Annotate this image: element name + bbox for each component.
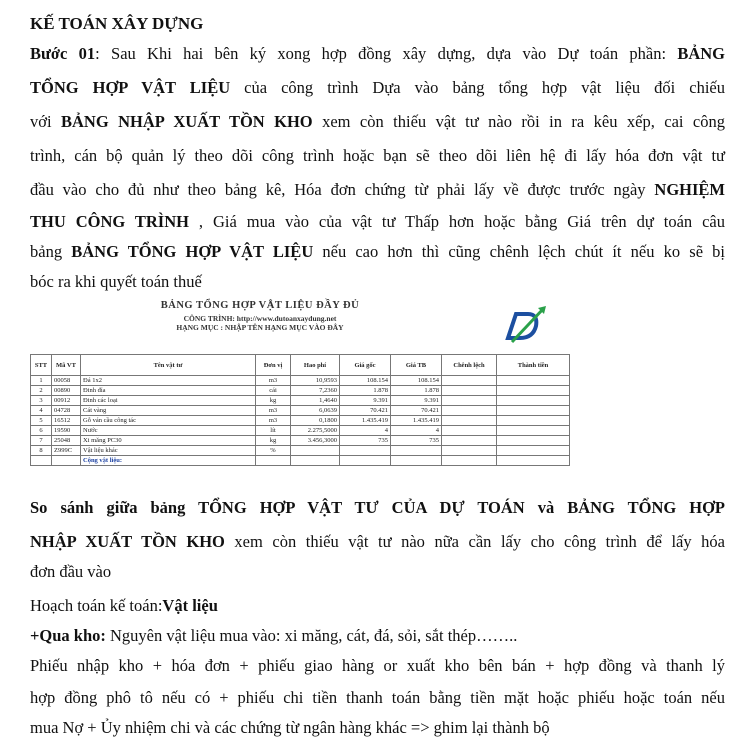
para2-line8: mua Nợ + Ủy nhiệm chi và các chứng từ ngân hàng khác => ghim lại thành bộ: [30, 718, 550, 737]
col-code: Mã VT: [52, 355, 81, 376]
table-cell: 19590: [52, 426, 81, 436]
total-label: Cộng vật liệu:: [81, 456, 256, 466]
figure-subtitle-category: HẠNG MỤC : NHẬP TÊN HẠNG MỤC VÀO ĐÂY: [176, 323, 344, 332]
table-cell: 00912: [52, 396, 81, 406]
para1-line6: THU CÔNG TRÌNH , Giá mua vào của vật tư Thấp hơn hoặc bằng Giá trên dự toán câu: [30, 212, 725, 231]
figure-subtitle-project: CÔNG TRÌNH: http://www.dutoanxaydung.net: [183, 314, 337, 323]
table-cell: [442, 446, 497, 456]
table-row: [31, 386, 570, 396]
table-cell: kg: [256, 396, 291, 406]
table-total-row: [31, 456, 570, 466]
table-cell: [52, 456, 81, 466]
table-cell: 6,0639: [291, 406, 340, 416]
para1-line5: đầu vào cho đủ như theo bảng kê, Hóa đơn chứng từ phải lấy về được trước ngày NGHIỆM: [30, 180, 725, 199]
table-cell: [291, 456, 340, 466]
table-row: [31, 426, 570, 436]
table-cell: 9.391: [391, 396, 442, 406]
para1-line3: với BẢNG NHẬP XUẤT TỒN KHO xem còn thiếu vật tư nào rồi in ra kêu xếp, cai công: [30, 112, 726, 131]
material-summary-figure: [30, 292, 570, 488]
para2-line3: đơn đầu vào: [30, 562, 112, 581]
table-cell: Z999C: [52, 446, 81, 456]
table-cell: [340, 446, 391, 456]
table-cell: Xi măng PC30: [81, 436, 256, 446]
para1-line4: trình, cán bộ quản lý theo dõi công trình hoặc bạn sẽ theo dõi liên hệ đi lấy hóa đơn vật tư: [30, 146, 725, 165]
col-stt: STT: [31, 355, 52, 376]
table-cell: 10,9593: [291, 376, 340, 386]
table-cell: [391, 446, 442, 456]
table-cell: 1,4640: [291, 396, 340, 406]
table-cell: 5: [31, 416, 52, 426]
table-cell: %: [256, 446, 291, 456]
para1-line1: Bước 01: Sau Khi hai bên ký xong hợp đồng xây dựng, dựa vào Dự toán phần: BẢNG: [30, 44, 725, 63]
table-cell: [442, 386, 497, 396]
table-cell: cái: [256, 386, 291, 396]
table-row: [31, 396, 570, 406]
col-avg-price: Giá TB: [391, 355, 442, 376]
table-cell: 735: [340, 436, 391, 446]
table-cell: 25048: [52, 436, 81, 446]
table-cell: 1.435.419: [340, 416, 391, 426]
table-cell: 00890: [52, 386, 81, 396]
col-difference: Chênh lệch: [442, 355, 497, 376]
table-cell: 04728: [52, 406, 81, 416]
table-cell: [497, 436, 570, 446]
table-cell: [497, 396, 570, 406]
para2-line1: So sánh giữa bảng TỔNG HỢP VẬT TƯ CỦA DỰ TOÁN và BẢNG TỔNG HỢP: [30, 498, 725, 517]
table-cell: 9.391: [340, 396, 391, 406]
table-row: [31, 406, 570, 416]
document-title: KẾ TOÁN XÂY DỰNG: [30, 14, 204, 33]
table-cell: 108.154: [340, 376, 391, 386]
table-cell: lít: [256, 426, 291, 436]
table-cell: 7: [31, 436, 52, 446]
table-cell: 1.435.419: [391, 416, 442, 426]
table-cell: [340, 456, 391, 466]
table-row: [31, 436, 570, 446]
table-cell: 3: [31, 396, 52, 406]
col-amount: Thành tiền: [497, 355, 570, 376]
table-cell: 1.878: [391, 386, 442, 396]
table-cell: [31, 456, 52, 466]
table-cell: 2: [31, 386, 52, 396]
table-cell: 0,1800: [291, 416, 340, 426]
table-cell: m3: [256, 406, 291, 416]
material-table: [30, 354, 570, 466]
table-cell: [497, 406, 570, 416]
table-cell: 00058: [52, 376, 81, 386]
table-cell: Đinh đỉa: [81, 386, 256, 396]
table-cell: Gỗ ván cầu công tác: [81, 416, 256, 426]
table-cell: Vật liệu khác: [81, 446, 256, 456]
table-cell: Đá 1x2: [81, 376, 256, 386]
table-cell: 4: [340, 426, 391, 436]
table-cell: [442, 416, 497, 426]
para2-line7: hợp đồng phô tô nếu có + phiếu chi tiền thanh toán bằng tiền mặt hoặc phiếu hoặc toán nếu: [30, 688, 725, 707]
table-cell: 1.878: [340, 386, 391, 396]
table-cell: [256, 456, 291, 466]
col-name: Tên vật tư: [81, 355, 256, 376]
table-cell: 108.154: [391, 376, 442, 386]
table-cell: [442, 436, 497, 446]
table-cell: 70.421: [391, 406, 442, 416]
table-cell: m3: [256, 416, 291, 426]
table-row: [31, 416, 570, 426]
para1-line2: TỔNG HỢP VẬT LIỆU của công trình Dựa vào bảng tổng hợp vật liệu đối chiếu: [30, 78, 725, 97]
table-cell: [442, 376, 497, 386]
para2-line4: Hoạch toán kế toán:Vật liệu: [30, 596, 218, 615]
table-cell: m3: [256, 376, 291, 386]
table-cell: 16512: [52, 416, 81, 426]
table-cell: 8: [31, 446, 52, 456]
table-cell: [291, 446, 340, 456]
table-cell: 70.421: [340, 406, 391, 416]
table-cell: Đinh các loại: [81, 396, 256, 406]
table-cell: [442, 396, 497, 406]
table-cell: 3.456,3000: [291, 436, 340, 446]
table-cell: 2.275,5000: [291, 426, 340, 436]
table-cell: kg: [256, 436, 291, 446]
material-table-header: [31, 355, 570, 376]
table-row: [31, 446, 570, 456]
para2-line2: NHẬP XUẤT TỒN KHO xem còn thiếu vật tư nào nữa cần lấy cho công trình để lấy hóa: [30, 532, 725, 551]
table-cell: [442, 456, 497, 466]
table-cell: Nước: [81, 426, 256, 436]
table-cell: [497, 376, 570, 386]
table-cell: [497, 416, 570, 426]
para2-line5: +Qua kho: Nguyên vật liệu mua vào: xi măng, cát, đá, sỏi, sắt thép……..: [30, 626, 518, 645]
table-cell: [497, 426, 570, 436]
table-cell: [442, 406, 497, 416]
figure-title: BẢNG TỔNG HỢP VẬT LIỆU ĐẦY ĐỦ: [160, 300, 360, 311]
table-cell: 735: [391, 436, 442, 446]
col-unit: Đơn vị: [256, 355, 291, 376]
table-row: [31, 376, 570, 386]
para1-line7: bảng BẢNG TỔNG HỢP VẬT LIỆU nếu cao hơn thì cũng chênh lệch chút ít nếu ko sẽ bị: [30, 242, 726, 261]
table-cell: 4: [31, 406, 52, 416]
para2-line6: Phiếu nhập kho + hóa đơn + phiếu giao hàng or xuất kho bên bán + hợp đồng và thanh lý: [30, 656, 725, 675]
table-cell: [497, 456, 570, 466]
col-base-price: Giá gốc: [340, 355, 391, 376]
table-cell: [391, 456, 442, 466]
table-cell: [497, 386, 570, 396]
para1-line8: bóc ra khi quyết toán thuế: [30, 272, 202, 291]
col-consumption: Hao phí: [291, 355, 340, 376]
dutoan-logo-icon: [498, 306, 548, 346]
table-cell: 4: [391, 426, 442, 436]
table-cell: 1: [31, 376, 52, 386]
table-cell: [442, 426, 497, 436]
table-cell: 7,2360: [291, 386, 340, 396]
table-cell: Cát vàng: [81, 406, 256, 416]
table-cell: [497, 446, 570, 456]
table-cell: 6: [31, 426, 52, 436]
